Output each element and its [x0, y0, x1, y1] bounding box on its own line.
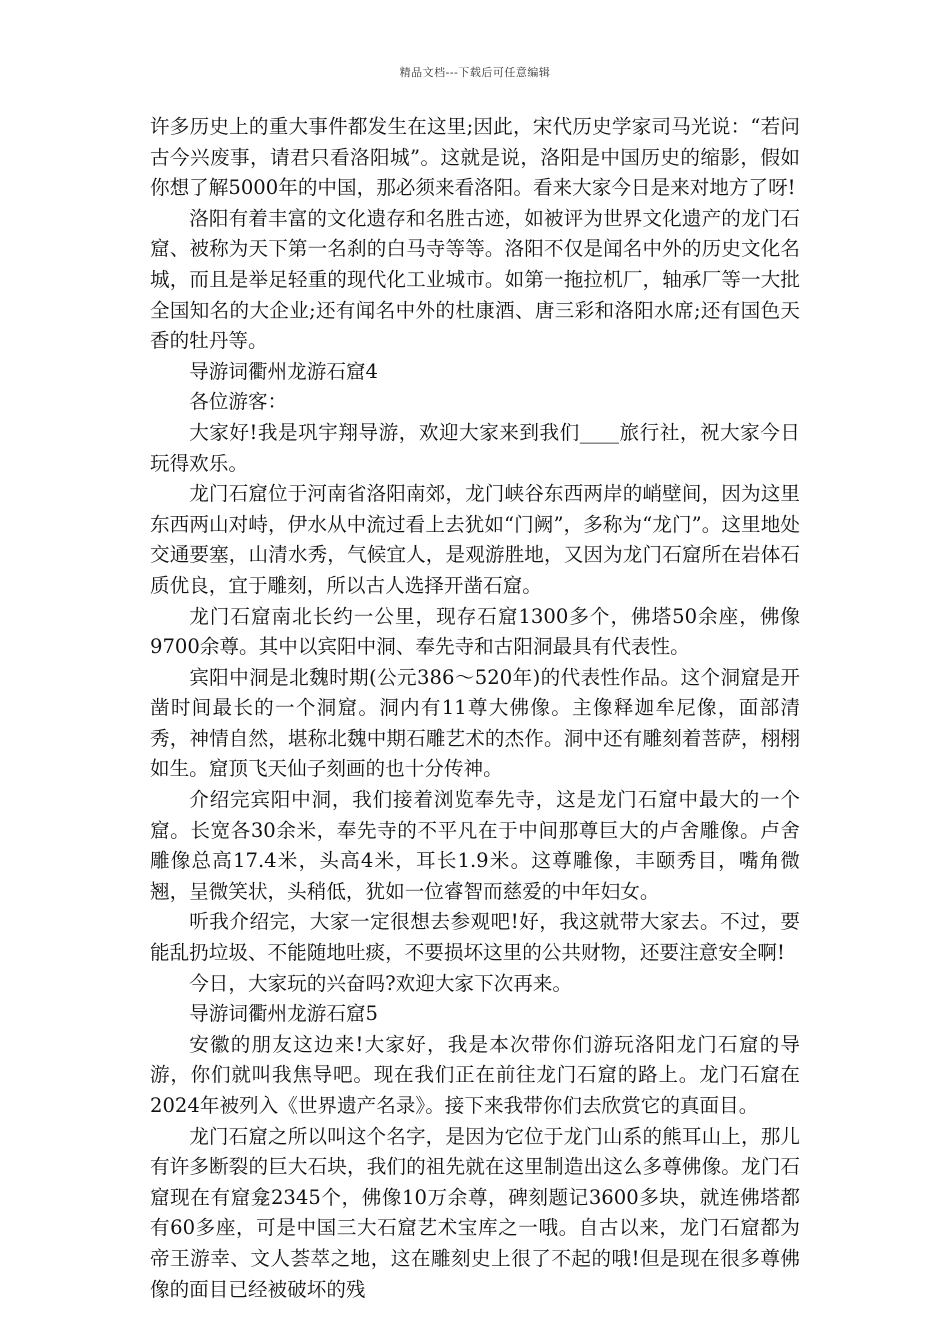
paragraph: 许多历史上的重大事件都发生在这里;因此，宋代历史学家司马光说：“若问古今兴废事，请君只看洛阳城”。这就是说，洛阳是中国历史的缩影，假如你想了解5000年的中国，那必须来看洛阳。看来大家今日是来对地方了呀! [150, 115, 800, 200]
paragraph: 龙门石窟位于河南省洛阳南郊，龙门峡谷东西两岸的峭壁间，因为这里东西两山对峙，伊水从中流过看上去犹如“门阙”，多称为“龙门”。这里地处交通要塞，山清水秀，气候宜人，是观游胜地，又因为龙门石窟所在岩体石质优良，宜于雕刻，所以古人选择开凿石窟。 [150, 482, 800, 597]
paragraph: 宾阳中洞是北魏时期(公元386～520年)的代表性作品。这个洞窟是开凿时间最长的一个洞窟。洞内有11尊大佛像。主像释迦牟尼像，面部清秀，神情自然，堪称北魏中期石雕艺术的杰作。洞中还有雕刻着菩萨，栩栩如生。窟顶飞天仙子刻画的也十分传神。 [150, 665, 800, 781]
section-heading: 导游词衢州龙游石窟5 [189, 1002, 378, 1026]
paragraph: 大家好!我是巩宇翔导游，欢迎大家来到我们____旅行社，祝大家今日玩得欢乐。 [150, 420, 800, 475]
paragraph: 今日，大家玩的兴奋吗?欢迎大家下次再来。 [189, 971, 572, 995]
paragraph: 龙门石窟之所以叫这个名字，是因为它位于龙门山系的熊耳山上，那儿有许多断裂的巨大石块，我们的祖先就在这里制造出这么多尊佛像。龙门石窟现在有窟龛2345个，佛像10万余尊，碑刻题记3600多块，就连佛塔都有60多座，可是中国三大石窟艺术宝库之一哦。自古以来，龙门石窟都为帝王游幸、文人荟萃之地，这在雕刻史上很了不起的哦!但是现在很多尊佛像的面目已经被破坏的残 [150, 1124, 800, 1301]
page-header: 精品文档---下载后可任意编辑 [399, 66, 551, 79]
paragraph: 听我介绍完，大家一定很想去参观吧!好，我这就带大家去。不过，要能乱扔垃圾、不能随地吐痰，不要损坏这里的公共财物，还要注意安全啊! [150, 910, 800, 965]
paragraph: 各位游客： [189, 390, 288, 414]
paragraph: 安徽的朋友这边来!大家好，我是本次带你们游玩洛阳龙门石窟的导游，你们就叫我焦导吧。现在我们正在前往龙门石窟的路上。龙门石窟在2024年被列入《世界遗产名录》。接下来我带你们去欣赏它的真面目。 [150, 1032, 800, 1117]
paragraph: 介绍完宾阳中洞，我们接着浏览奉先寺，这是龙门石窟中最大的一个窟。长宽各30余米，奉先寺的不平凡在于中间那尊巨大的卢舍雕像。卢舍雕像总高17.4米，头高4米，耳长1.9米。这尊雕像，丰颐秀目，嘴角微翘，呈微笑状，头稍低，犹如一位睿智而慈爱的中年妇女。 [150, 788, 800, 903]
section-heading: 导游词衢州龙游石窟4 [189, 359, 378, 383]
paragraph: 龙门石窟南北长约一公里，现存石窟1300多个，佛塔50余座，佛像9700余尊。其中以宾阳中洞、奉先寺和古阳洞最具有代表性。 [150, 604, 800, 659]
document-body [150, 112, 800, 1305]
paragraph: 洛阳有着丰富的文化遗存和名胜古迹，如被评为世界文化遗产的龙门石窟、被称为天下第一名刹的白马寺等等。洛阳不仅是闻名中外的历史文化名城，而且是举足轻重的现代化工业城市。如第一拖拉机厂，轴承厂等一大批全国知名的大企业;还有闻名中外的杜康酒、唐三彩和洛阳水席;还有国色天香的牡丹等。 [150, 206, 800, 353]
